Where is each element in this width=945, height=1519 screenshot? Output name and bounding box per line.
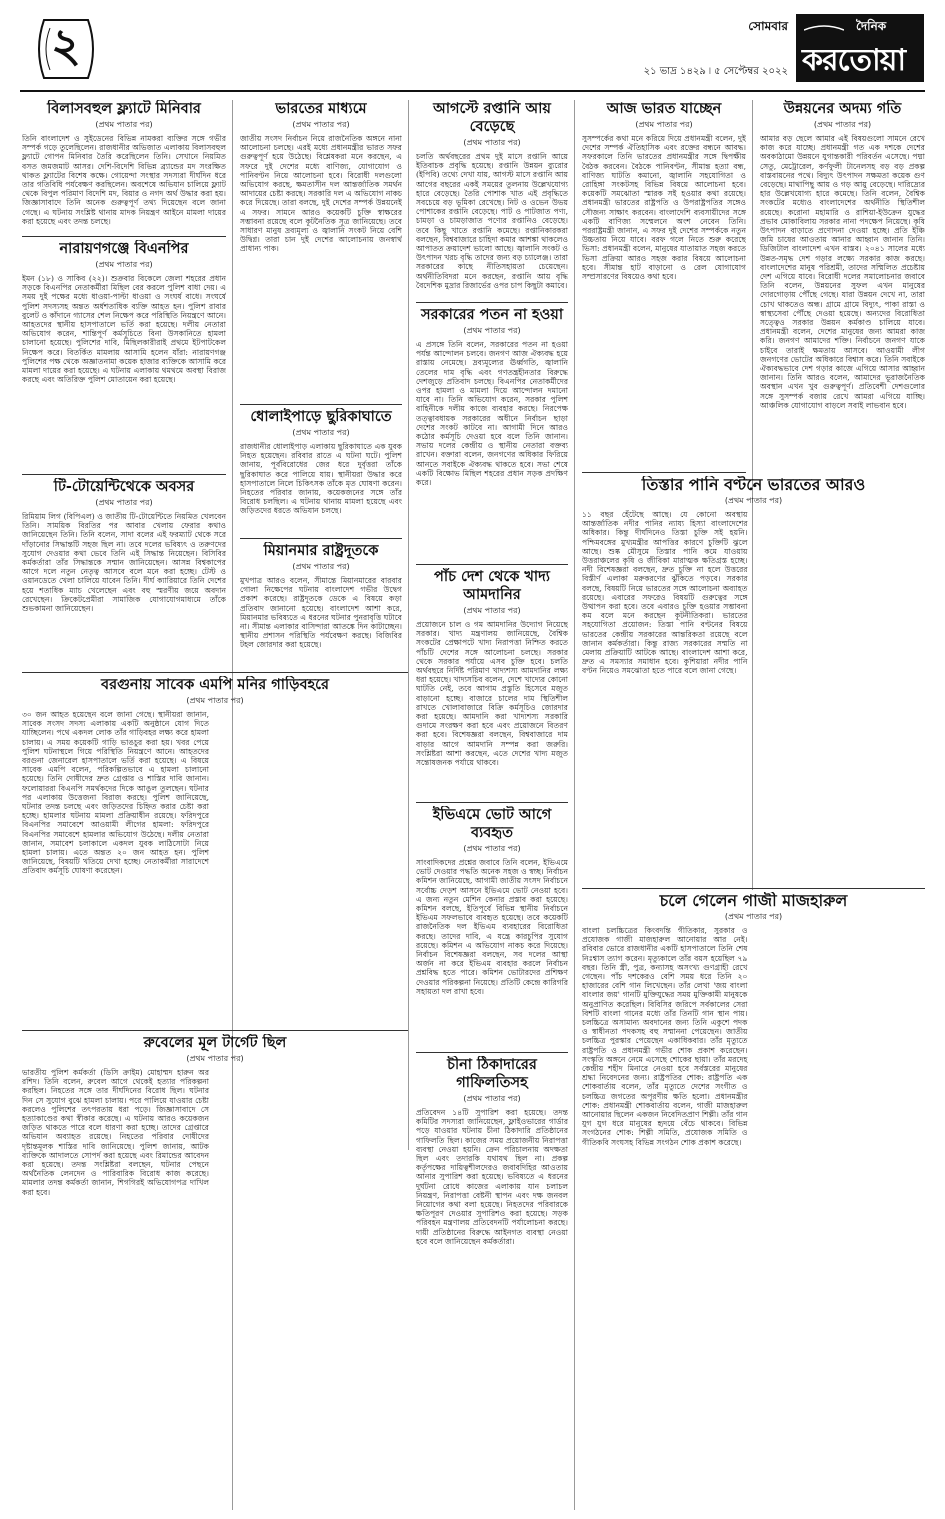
article-body: জাতীয় সংসদ নির্বাচন নিয়ে রাজনৈতিক অঙ্গনে নানা আলোচনা চলছে। এরই মধ্যে প্রধানমন্ত্রীর ভারত সফর গুরুত্বপূর্ণ হয়ে উঠেছে। বিশ্লেষকরা মনে করছেন, এ সফরে দুই দেশের মধ্যে বাণিজ্য, যোগাযোগ ও পানিবণ্টন নিয়ে আলোচনা হবে। বিরোধী দলগুলো অভিযোগ করছে, ক্ষমতাসীন দল আন্তর্জাতিক সমর্থন আদায়ের চেষ্টা করছে। সরকারি দল এ অভিযোগ নাকচ করে দিয়েছে। তারা বলছে, দুই দেশের সম্পর্ক উন্নয়নেই এ সফর। সামনে আরও কয়েকটি চুক্তি স্বাক্ষরের সম্ভাবনা রয়েছে বলে কূটনৈতিক সূত্র জানিয়েছে। তবে সাধারণ মানুষ দ্রব্যমূল্য ও জ্বালানি সংকট নিয়ে বেশি উদ্বিগ্ন। তারা চান দুই দেশের আলোচনায় জনস্বার্থ প্রাধান্য পাক। — [240, 134, 402, 254]
article-body: ৩০ জন আহত হয়েছেন বলে জানা গেছে। স্থানীয়রা জানান, সাবেক সংসদ সদস্য এলাকায় একটি অনুষ্ঠানে যোগ দিতে যাচ্ছিলেন। পথে একদল লোক তাঁর গাড়িবহর লক্ষ্য করে হামলা চালায়। এ সময় কয়েকটি গাড়ি ভাঙচুর করা হয়। খবর পেয়ে পুলিশ ঘটনাস্থলে গিয়ে পরিস্থিতি নিয়ন্ত্রণে আনে। আহতদের বরগুনা জেনারেল হাসপাতালে ভর্তি করা হয়েছে। এ বিষয়ে সাবেক এমপি বলেন, পরিকল্পিতভাবে এ হামলা চালানো হয়েছে। তিনি দোষীদের দ্রুত গ্রেপ্তার ও শাস্তির দাবি জানান। ফলোয়াররা বিএনপি সমর্থকদের দিকে আঙুল তুলছেন। ঘটনার পর এলাকায় উত্তেজনা বিরাজ করছে। পুলিশ জানিয়েছে, ঘটনার তদন্ত চলছে এবং জড়িতদের চিহ্নিত করার চেষ্টা করা হচ্ছে। হামলার ঘটনায় মামলা প্রক্রিয়াধীন রয়েছে। ফরিদপুরে বিএনপির সমাবেশে আওয়ামী লীগের হামলা: ফরিদপুরে বিএনপির সমাবেশে হামলার অভিযোগ উঠেছে। দলীয় নেতারা জানান, সমাবেশ চলাকালে একদল যুবক লাঠিসোটা নিয়ে হামলা চালায়। এতে অন্তত ২০ জন আহত হন। পুলিশ জানিয়েছে, বিষয়টি খতিয়ে দেখা হচ্ছে। নেতাকর্মীরা সারাদেশে প্রতিবাদ কর্মসূচি ঘোষণা করেছেন। — [22, 710, 209, 876]
headline: মিয়ানমার রাষ্ট্রদূতকে — [263, 543, 379, 559]
headline: বরগুনায় সাবেক এমপি মনির গাড়িবহরে — [101, 677, 329, 693]
headline: নারায়ণগঞ্জে বিএনপির — [59, 241, 189, 257]
article-barguna — [22, 676, 408, 1028]
article-body: বাংলা চলচ্চিত্রের কিংবদন্তি গীতিকার, সুরকার ও প্রযোজক গাজী মাজহারুল আনোয়ার আর নেই। রবিবার ভোরে রাজধানীর একটি হাসপাতালে তিনি শেষ নিঃশ্বাস ত্যাগ করেন। মৃত্যুকালে তাঁর বয়স হয়েছিল ৭৯ বছর। তিনি স্ত্রী, পুত্র, কন্যাসহ অসংখ্য গুণগ্রাহী রেখে গেছেন। পাঁচ দশকেরও বেশি সময় ধরে তিনি ২০ হাজারের বেশি গান লিখেছেন। তাঁর লেখা 'জয় বাংলা বাংলার জয়' গানটি মুক্তিযুদ্ধের সময় মুক্তিকামী মানুষকে অনুপ্রাণিত করেছিল। বিবিসির জরিপে সর্বকালের সেরা বিশটি বাংলা গানের মধ্যে তাঁর তিনটি গান স্থান পায়। চলচ্চিত্রে অসামান্য অবদানের জন্য তিনি একুশে পদক ও স্বাধীনতা পদকসহ বহু সম্মাননা পেয়েছেন। জাতীয় চলচ্চিত্র পুরস্কার পেয়েছেন একাধিকবার। তাঁর মৃত্যুতে রাষ্ট্রপতি ও প্রধানমন্ত্রী গভীর শোক প্রকাশ করেছেন। সংস্কৃতি অঙ্গনে নেমে এসেছে শোকের ছায়া। তাঁর মরদেহ কেন্দ্রীয় শহীদ মিনারে নেওয়া হবে সর্বস্তরের মানুষের শ্রদ্ধা নিবেদনের জন্য। রাষ্ট্রপতির শোক: রাষ্ট্রপতি এক শোকবার্তায় বলেন, তাঁর মৃত্যুতে দেশের সংগীত ও চলচ্চিত্র জগতের অপূরণীয় ক্ষতি হলো। প্রধানমন্ত্রীর শোক: প্রধানমন্ত্রী শোকবার্তায় বলেন, গাজী মাজহারুল আনোয়ার ছিলেন একজন নিবেদিতপ্রাণ শিল্পী। তাঁর গান যুগ যুগ ধরে মানুষের হৃদয়ে বেঁচে থাকবে। বিভিন্ন সংগঠনের শোক: শিল্পী সমিতি, প্রযোজক সমিতি ও গীতিকবি সংঘসহ বিভিন্ন সংগঠন শোক প্রকাশ করেছে। — [582, 926, 748, 1147]
article-chinese-contractor — [416, 1056, 568, 1510]
article-body: রাজধানীর ধোলাইপাড় এলাকায় ছুরিকাঘাতে এক যুবক নিহত হয়েছেন। রবিবার রাতে এ ঘটনা ঘটে। পুলিশ জানায়, পূর্ববিরোধের জের ধরে দুর্বৃত্তরা তাঁকে ছুরিকাঘাত করে পালিয়ে যায়। স্থানীয়রা উদ্ধার করে হাসপাতালে নিলে চিকিৎসক তাঁকে মৃত ঘোষণা করেন। নিহতের পরিবার জানায়, কয়েকজনের সঙ্গে তাঁর বিরোধ চলছিল। এ ঘটনায় থানায় মামলা হয়েছে এবং জড়িতদের ধরতে অভিযান চলছে। — [240, 442, 402, 516]
section-divider — [22, 236, 226, 237]
continued-label: (প্রথম পাতার পর) — [95, 260, 153, 269]
article-govt-fall — [416, 306, 568, 562]
article-body: রিমিয়াম লিগ (বিপিএল) ও জাতীয় টি-টোয়েন্টিতে নিয়মিত খেলবেন তিনি। সাময়িক বিরতির পর আবার খেলায় ফেরার কথাও জানিয়েছেন তিনি। তিনি বলেন, সাদা বলের এই ফরম্যাট থেকে সরে দাঁড়ানোর সিদ্ধান্তটি সহজ ছিল না। তবে দলের ভবিষ্যৎ ও তরুণদের সুযোগ দেওয়ার কথা ভেবে তিনি এই সিদ্ধান্ত নিয়েছেন। বিসিবির কর্মকর্তারা তাঁর সিদ্ধান্তকে সম্মান জানিয়েছেন। আসন্ন বিশ্বকাপের আগে দলে নতুন নেতৃত্ব আসবে বলে মনে করা হচ্ছে। টেস্ট ও ওয়ানডেতে খেলা চালিয়ে যাবেন তিনি। দীর্ঘ ক্যারিয়ারে তিনি দেশের হয়ে শতাধিক ম্যাচ খেলেছেন এবং বহু স্মরণীয় জয়ে অবদান রেখেছেন। ক্রিকেটপ্রেমীরা সামাজিক যোগাযোগমাধ্যমে তাঁকে শুভকামনা জানিয়েছেন। — [22, 512, 226, 614]
article-body: সুসম্পর্কের কথা মনে করিয়ে দিয়ে প্রধানমন্ত্রী বলেন, দুই দেশের সম্পর্ক ঐতিহাসিক এবং রক্তের বন্ধনে আবদ্ধ। সফরকালে তিনি ভারতের প্রধানমন্ত্রীর সঙ্গে দ্বিপক্ষীয় বৈঠক করবেন। বৈঠকে পানিবণ্টন, সীমান্ত হত্যা বন্ধ, বাণিজ্য ঘাটতি কমানো, জ্বালানি সহযোগিতা ও রোহিঙ্গা সংকটসহ বিভিন্ন বিষয়ে আলোচনা হবে। কয়েকটি সমঝোতা স্মারক সই হওয়ার কথা রয়েছে। প্রধানমন্ত্রী ভারতের রাষ্ট্রপতি ও উপরাষ্ট্রপতির সঙ্গেও সৌজন্য সাক্ষাৎ করবেন। বাংলাদেশি ব্যবসায়ীদের সঙ্গে একটি বাণিজ্য সম্মেলনে অংশ নেবেন তিনি। পররাষ্ট্রমন্ত্রী জানান, এ সফর দুই দেশের সম্পর্ককে নতুন উচ্চতায় নিয়ে যাবে। বরফ গলে নিতে শুরু করেছে ভিসা: প্রধানমন্ত্রী বলেন, মানুষের যাতায়াত সহজ করতে ভিসা প্রক্রিয়া আরও সহজ করার বিষয়ে আলোচনা হবে। সীমান্ত হাট বাড়ানো ও রেল যোগাযোগ সম্প্রসারণের বিষয়েও কথা হবে। — [582, 134, 746, 282]
date-line: ২১ ভাদ্র ১৪২৯ ৷ ৫ সেপ্টেম্বর ২০২২ — [643, 66, 788, 77]
article-body: ১১ বছর হেঁটেছে আছে। যে কোনো অবস্থায় আন্তর্জাতিক নদীর পানির ন্যায্য হিস্যা বাংলাদেশের অধিকার। কিন্তু দীর্ঘদিনেও তিস্তা চুক্তি সই হয়নি। পশ্চিমবঙ্গের মুখ্যমন্ত্রীর আপত্তির কারণে চুক্তিটি ঝুলে আছে। শুষ্ক মৌসুমে তিস্তার পানি কমে যাওয়ায় উত্তরাঞ্চলের কৃষি ও জীবিকা মারাত্মক ক্ষতিগ্রস্ত হচ্ছে। নদী বিশেষজ্ঞরা বলছেন, দ্রুত চুক্তি না হলে উত্তরের বিস্তীর্ণ এলাকা মরুকরণের ঝুঁকিতে পড়বে। সরকার বলছে, বিষয়টি নিয়ে ভারতের সঙ্গে আলোচনা অব্যাহত রয়েছে। এবারের সফরেও বিষয়টি গুরুত্বের সঙ্গে উত্থাপন করা হবে। তবে এবারও চুক্তি হওয়ার সম্ভাবনা কম বলে মনে করছেন কূটনীতিকরা। ভারতের সহযোগিতা প্রয়োজন: তিস্তা পানি বণ্টনের বিষয়ে ভারতের কেন্দ্রীয় সরকারের আন্তরিকতা রয়েছে বলে জানান কর্মকর্তারা। কিন্তু রাজ্য সরকারের সম্মতি না মেলায় প্রক্রিয়াটি আটকে আছে। বাংলাদেশ আশা করে, দ্রুত এ সমস্যার সমাধান হবে। কুশিয়ারা নদীর পানি বণ্টন নিয়েও সমঝোতা হতে পারে বলে জানা গেছে। — [582, 510, 748, 676]
headline: টি-টোয়েন্টিথেকে অবসর — [53, 479, 195, 495]
column-rule — [408, 100, 409, 1150]
continued-label: (প্রথম পাতার পর) — [463, 326, 521, 335]
section-divider — [416, 302, 568, 303]
article-food-import — [416, 568, 568, 800]
article-development — [760, 100, 925, 470]
logo-title: করতোয়া — [802, 43, 906, 78]
section-divider — [416, 802, 568, 803]
article-narayanganj — [22, 240, 226, 472]
section-divider — [22, 1030, 408, 1031]
article-india-visit — [582, 100, 746, 470]
headline: আগস্টে রপ্তানি আয় বেড়েছে — [433, 101, 551, 135]
section-divider — [22, 474, 226, 475]
section-divider — [582, 472, 746, 473]
logo-small-text: দৈনিক — [856, 19, 887, 33]
headline: ইভিএমে ভোট আগে ব্যবহৃত — [432, 807, 552, 841]
column-rule — [574, 100, 575, 1510]
headline: বিলাসবহুল ফ্ল্যাটে মিনিবার — [47, 101, 201, 117]
article-body: সাংবাদিকদের প্রশ্নের জবাবে তিনি বলেন, ইভিএমে ভোট দেওয়ার পদ্ধতি অনেক সহজ ও স্বচ্ছ। নির্বাচন কমিশন জানিয়েছে, আগামী জাতীয় সংসদ নির্বাচনে সর্বোচ্চ দেড়শ আসনে ইভিএমে ভোট নেওয়া হবে। এ জন্য নতুন মেশিন কেনার প্রস্তাব করা হয়েছে। কমিশন বলছে, ইতিপূর্বে বিভিন্ন স্থানীয় নির্বাচনে ইভিএম সফলভাবে ব্যবহৃত হয়েছে। তবে কয়েকটি রাজনৈতিক দল ইভিএম ব্যবহারের বিরোধিতা করছে। তাদের দাবি, এ যন্ত্রে কারচুপির সুযোগ রয়েছে। কমিশন এ অভিযোগ নাকচ করে দিয়েছে। নির্বাচন বিশেষজ্ঞরা বলছেন, সব দলের আস্থা অর্জন না করে ইভিএম ব্যবহার করলে নির্বাচন প্রশ্নবিদ্ধ হতে পারে। কমিশন ভোটারদের প্রশিক্ষণ দেওয়ার পরিকল্পনা নিয়েছে। প্রতিটি কেন্দ্রে কারিগরি সহায়তা দল রাখা হবে। — [416, 858, 568, 996]
section-divider — [416, 564, 568, 565]
continued-label: (প্রথম পাতার পর) — [813, 120, 872, 129]
article-body: প্রতিবেদন ১৪টি সুপারিশ করা হয়েছে। তদন্ত কমিটির সদস্যরা জানিয়েছেন, ফ্লাইওভারের গার্ডার পড়ে যাওয়ার ঘটনায় চীনা ঠিকাদারি প্রতিষ্ঠানের গাফিলতি ছিল। কাজের সময় প্রয়োজনীয় নিরাপত্তা ব্যবস্থা নেওয়া হয়নি। ক্রেন পরিচালনায় অদক্ষতা ছিল এবং তদারকি যথাযথ ছিল না। প্রকল্প কর্তৃপক্ষের দায়িত্বশীলদেরও জবাবদিহির আওতায় আনার সুপারিশ করা হয়েছে। ভবিষ্যতে এ ধরনের দুর্ঘটনা রোধে কাজের এলাকায় যান চলাচল নিয়ন্ত্রণ, নিরাপত্তা বেষ্টনী স্থাপন এবং দক্ষ জনবল নিয়োগের কথা বলা হয়েছে। নিহতদের পরিবারকে ক্ষতিপূরণ দেওয়ার সুপারিশও করা হয়েছে। সড়ক পরিবহন মন্ত্রণালয় প্রতিবেদনটি পর্যালোচনা করছে। দায়ী প্রতিষ্ঠানের বিরুদ্ধে আইনগত ব্যবস্থা নেওয়া হবে বলে জানিয়েছেন কর্মকর্তারা। — [416, 1108, 568, 1246]
continued-label: (প্রথম পাতার পর) — [95, 498, 153, 507]
day-name: সোমবার — [748, 19, 788, 33]
headline: ধোলাইপাড়ে ছুরিকাঘাতে — [250, 409, 392, 425]
continued-label: (প্রথম পাতার পর) — [292, 428, 350, 437]
continued-label: (প্রথম পাতার পর) — [186, 1054, 244, 1063]
article-minibar — [22, 100, 226, 234]
page-number: ২ — [51, 18, 81, 72]
article-export — [416, 100, 568, 300]
headline: সরকারের পতন না হওয়া — [420, 307, 564, 323]
continued-label: (প্রথম পাতার পর) — [463, 606, 521, 615]
section-divider — [582, 888, 925, 889]
article-teesta — [582, 476, 925, 886]
section-divider — [240, 404, 402, 405]
headline: পাঁচ দেশ থেকে খাদ্য আমদানির — [434, 569, 550, 603]
section-divider — [416, 1052, 568, 1053]
continued-label: (প্রথম পাতার পর) — [463, 1094, 521, 1103]
article-dholaipar — [240, 408, 402, 536]
continued-label: (প্রথম পাতার পর) — [635, 120, 693, 129]
article-body: প্রয়োজনে চাল ও গম আমদানির উদ্যোগ নিয়েছে সরকার। খাদ্য মন্ত্রণালয় জানিয়েছে, বৈশ্বিক সংকটের প্রেক্ষাপটে খাদ্য নিরাপত্তা নিশ্চিত করতে পাঁচটি দেশের সঙ্গে আলোচনা চলছে। সরকার থেকে সরকার পর্যায়ে এসব চুক্তি হবে। চলতি অর্থবছরে নির্দিষ্ট পরিমাণ খাদ্যশস্য আমদানির লক্ষ্য ধরা হয়েছে। খাদ্যসচিব বলেন, দেশে খাদ্যের কোনো ঘাটতি নেই, তবে আগাম প্রস্তুতি হিসেবে মজুত বাড়ানো হচ্ছে। বাজারে চালের দাম স্থিতিশীল রাখতে খোলাবাজারে বিক্রি কর্মসূচিও জোরদার করা হয়েছে। আমদানি করা খাদ্যশস্য সরকারি গুদামে সংরক্ষণ করা হবে এবং প্রয়োজনে বিতরণ করা হবে। বিশেষজ্ঞরা বলছেন, বিশ্ববাজারে দাম বাড়ার আগে আমদানি সম্পন্ন করা জরুরি। সংশ্লিষ্টরা আশা করছেন, এতে দেশের খাদ্য মজুত সন্তোষজনক পর্যায়ে থাকবে। — [416, 620, 568, 768]
article-body: ভারতীয় পুলিশ কর্মকর্তা (ডিসি ক্রাইম) মোহাম্মদ হারুন অর রশিদ। তিনি বলেন, রুবেল আগে থেকেই হত্যার পরিকল্পনা করছিল। নিহতের সঙ্গে তার দীর্ঘদিনের বিরোধ ছিল। ঘটনার দিন সে সুযোগ বুঝে হামলা চালায়। পরে পালিয়ে যাওয়ার চেষ্টা করলেও পুলিশের তৎপরতায় ধরা পড়ে। জিজ্ঞাসাবাদে সে হত্যাকাণ্ডের কথা স্বীকার করেছে। এ ঘটনায় আরও কয়েকজন জড়িত থাকতে পারে বলে ধারণা করা হচ্ছে। তাদের গ্রেপ্তারে অভিযান অব্যাহত রয়েছে। নিহতের পরিবার দোষীদের দৃষ্টান্তমূলক শাস্তির দাবি জানিয়েছে। পুলিশ জানায়, আটক ব্যক্তিকে আদালতে সোপর্দ করা হয়েছে এবং রিমান্ডের আবেদন করা হয়েছে। তদন্ত সংশ্লিষ্টরা বলছেন, ঘটনার পেছনে অর্থনৈতিক লেনদেন ও পারিবারিক বিরোধ কাজ করেছে। মামলার তদন্ত কর্মকর্তা জানান, শিগগিরই অভিযোগপত্র দাখিল করা হবে। — [22, 1068, 209, 1197]
headline: চলে গেলেন গাজী মাজহারুল — [659, 892, 848, 910]
continued-label: (প্রথম পাতার পর) — [292, 562, 350, 571]
section-divider — [22, 672, 408, 673]
section-divider — [240, 538, 402, 539]
continued-label: (প্রথম পাতার পর) — [463, 844, 521, 853]
headline: ভারতের মাধ্যমে — [275, 101, 367, 117]
masthead — [20, 8, 925, 92]
continued-label: (প্রথম পাতার পর) — [463, 138, 521, 147]
article-rubel — [22, 1034, 408, 1510]
article-body: তিনি বাংলাদেশ ও সুইডেনের বিভিন্ন নামকরা ব্যক্তির সঙ্গে গভীর সম্পর্ক গড়ে তুলেছিলেন। রাজধানীর অভিজাত এলাকায় বিলাসবহুল ফ্ল্যাটে গোপন মিনিবার তৈরি করেছিলেন তিনি। সেখানে নিয়মিত বসত জমজমাট আসর। দেশি-বিদেশি বিভিন্ন ব্র্যান্ডের মদ সংরক্ষিত থাকত ফ্ল্যাটের বিশেষ কক্ষে। গোয়েন্দা সংস্থার সদস্যরা দীর্ঘদিন ধরে তার গতিবিধি পর্যবেক্ষণ করছিলেন। অবশেষে অভিযান চালিয়ে ফ্ল্যাট থেকে বিপুল পরিমাণ বিদেশি মদ, বিয়ার ও নগদ অর্থ উদ্ধার করা হয়। জিজ্ঞাসাবাদে তিনি অনেক গুরুত্বপূর্ণ তথ্য দিয়েছেন বলে জানা গেছে। এ ঘটনায় সংশ্লিষ্ট থানায় মাদক নিয়ন্ত্রণ আইনে মামলা দায়ের করা হয়েছে এবং তদন্ত চলছে। — [22, 134, 226, 226]
article-body: মুখপাত্র আরও বলেন, সীমান্তে মিয়ানমারের বারবার গোলা নিক্ষেপের ঘটনায় বাংলাদেশ গভীর উদ্বেগ প্রকাশ করেছে। রাষ্ট্রদূতকে ডেকে এ বিষয়ে কড়া প্রতিবাদ জানানো হয়েছে। বাংলাদেশ আশা করে, মিয়ানমার ভবিষ্যতে এ ধরনের ঘটনার পুনরাবৃত্তি ঘটাবে না। সীমান্ত এলাকার বাসিন্দারা আতঙ্কে দিন কাটাচ্ছেন। স্থানীয় প্রশাসন পরিস্থিতি পর্যবেক্ষণ করছে। বিজিবির টহল জোরদার করা হয়েছে। — [240, 576, 402, 650]
article-evm — [416, 806, 568, 1050]
logo-flourish-icon — [804, 22, 844, 32]
continued-label: (প্রথম পাতার পর) — [724, 496, 783, 505]
article-india-via — [240, 100, 402, 402]
article-body: এ প্রসঙ্গে তিনি বলেন, সরকারের পতন না হওয়া পর্যন্ত আন্দোলন চলবে। জনগণ আজ ঐক্যবদ্ধ হয়ে রাস্তায় নেমেছে। দ্রব্যমূল্যের ঊর্ধ্বগতি, জ্বালানি তেলের দাম বৃদ্ধি এবং গণতন্ত্রহীনতার বিরুদ্ধে দেশজুড়ে প্রতিবাদ চলছে। বিএনপির নেতাকর্মীদের ওপর হামলা ও মামলা দিয়ে আন্দোলন দমানো যাবে না। তিনি অভিযোগ করেন, সরকার পুলিশ বাহিনীকে দলীয় কাজে ব্যবহার করছে। নিরপেক্ষ তত্ত্বাবধায়ক সরকারের অধীনে নির্বাচন ছাড়া দেশের সংকট কাটবে না। আগামী দিনে আরও কঠোর কর্মসূচি দেওয়া হবে বলে তিনি জানান। সভায় দলের কেন্দ্রীয় ও স্থানীয় নেতারা বক্তব্য রাখেন। বক্তারা বলেন, জনগণের অধিকার ফিরিয়ে আনতে সবাইকে ঐক্যবদ্ধ থাকতে হবে। সভা শেষে একটি বিক্ষোভ মিছিল শহরের প্রধান সড়ক প্রদক্ষিণ করে। — [416, 340, 568, 488]
headline: তিস্তার পানি বণ্টনে ভারতের আরও — [641, 476, 866, 494]
continued-label: (প্রথম পাতার পর) — [186, 696, 244, 705]
article-myanmar — [240, 542, 402, 670]
article-body: চলতি অর্থবছরের প্রথম দুই মাসে রপ্তানি আয়ে ইতিবাচক প্রবৃদ্ধি হয়েছে। রপ্তানি উন্নয়ন ব্যুরোর (ইপিবি) তথ্যে দেখা যায়, আগস্ট মাসে রপ্তানি আয় আগের বছরের একই সময়ের তুলনায় উল্লেখযোগ্য হারে বেড়েছে। তৈরি পোশাক খাত এই প্রবৃদ্ধিতে সবচেয়ে বড় ভূমিকা রেখেছে। নিট ও ওভেন উভয় পোশাকের রপ্তানি বেড়েছে। পাট ও পাটজাত পণ্য, চামড়া ও চামড়াজাত পণ্যের রপ্তানিও বেড়েছে। তবে কিছু খাতে রপ্তানি কমেছে। রপ্তানিকারকরা বলছেন, বিশ্ববাজারে চাহিদা কমার আশঙ্কা থাকলেও আপাতত ক্রয়াদেশ ভালো আছে। জ্বালানি সংকট ও উৎপাদন খরচ বৃদ্ধি তাদের জন্য বড় চ্যালেঞ্জ। তারা সরকারের কাছে নীতিসহায়তা চেয়েছেন। অর্থনীতিবিদরা মনে করছেন, রপ্তানি আয় বৃদ্ধি বৈদেশিক মুদ্রার রিজার্ভের ওপর চাপ কিছুটা কমাবে। — [416, 152, 568, 290]
article-body: ইমন (১৮) ও সাকিব (২২)। শুক্রবার বিকেলে জেলা শহরের প্রধান সড়কে বিএনপির নেতাকর্মীরা মিছিল বের করলে পুলিশ বাধা দেয়। এ সময় দুই পক্ষের মধ্যে ধাওয়া-পাল্টা ধাওয়া ও সংঘর্ষ বাধে। সংঘর্ষে পুলিশ সদস্যসহ অন্তত অর্ধশতাধিক ব্যক্তি আহত হন। পুলিশ রাবার বুলেট ও কাঁদানে গ্যাসের শেল নিক্ষেপ করে পরিস্থিতি নিয়ন্ত্রণে আনে। আহতদের স্থানীয় হাসপাতালে ভর্তি করা হয়েছে। দলীয় নেতারা অভিযোগ করেন, শান্তিপূর্ণ কর্মসূচিতে বিনা উসকানিতে হামলা চালানো হয়েছে। পুলিশের দাবি, মিছিলকারীরাই প্রথমে ইটপাটকেল নিক্ষেপ করে। বিতর্কিত মামলায় আসামি হলেন যাঁরা: নারায়ণগঞ্জ পুলিশের পক্ষ থেকে অজ্ঞাতনামা কয়েক হাজার ব্যক্তিকে আসামি করে মামলা দায়ের করা হয়েছে। এ ঘটনায় এলাকায় থমথমে অবস্থা বিরাজ করছে এবং অতিরিক্ত পুলিশ মোতায়েন করা হয়েছে। — [22, 274, 226, 385]
article-t20 — [22, 478, 226, 670]
headline: চীনা ঠিকাদারের গাফিলতিসহ — [447, 1057, 537, 1091]
headline: রুবেলের মূল টার্গেট ছিল — [143, 1035, 287, 1051]
headline: উন্নয়নের অদম্য গতি — [783, 101, 902, 117]
page-number-badge — [30, 14, 102, 84]
headline: আজ ভারত যাচ্ছেন — [606, 101, 722, 117]
newspaper-logo — [796, 14, 924, 82]
continued-label: (প্রথম পাতার পর) — [95, 120, 153, 129]
article-body: আমার বড় ছেলে আমার এই বিষয়গুলো সামনে রেখে কাজ করে যাচ্ছে। প্রধানমন্ত্রী গত এক দশকে দেশের অবকাঠামো উন্নয়নে যুগান্তকারী পরিবর্তন এসেছে। পদ্মা সেতু, মেট্রোরেল, কর্ণফুলী টানেলসহ বড় বড় প্রকল্প বাস্তবায়নের পথে। বিদ্যুৎ উৎপাদন সক্ষমতা কয়েক গুণ বেড়েছে। মাথাপিছু আয় ও গড় আয়ু বেড়েছে। দারিদ্র্যের হার উল্লেখযোগ্য হারে কমেছে। তিনি বলেন, বৈশ্বিক সংকটের মধ্যেও বাংলাদেশের অর্থনীতি স্থিতিশীল রয়েছে। করোনা মহামারি ও রাশিয়া-ইউক্রেন যুদ্ধের প্রভাব মোকাবিলায় সরকার নানা পদক্ষেপ নিয়েছে। কৃষি উৎপাদন বাড়াতে প্রণোদনা দেওয়া হচ্ছে। প্রতি ইঞ্চি জমি চাষের আওতায় আনার আহ্বান জানান তিনি। ডিজিটাল বাংলাদেশ এখন বাস্তব। ২০৪১ সালের মধ্যে উন্নত-সমৃদ্ধ দেশ গড়ার লক্ষ্যে সরকার কাজ করছে। বাংলাদেশের মানুষ পরিশ্রমী, তাদের সম্মিলিত প্রচেষ্টায় দেশ এগিয়ে যাবে। বিরোধী দলের সমালোচনার জবাবে তিনি বলেন, উন্নয়নের সুফল এখন মানুষের দোরগোড়ায় পৌঁছে গেছে। যারা উন্নয়ন দেখে না, তারা চোখ থাকতেও অন্ধ। গ্রামে গ্রামে বিদ্যুৎ, পাকা রাস্তা ও স্বাস্থ্যসেবা পৌঁছে দেওয়া হয়েছে। অন্যদের বিরোধিতা সত্ত্বেও সরকার উন্নয়ন কর্মকাণ্ড চালিয়ে যাবে। প্রধানমন্ত্রী বলেন, দেশের মানুষের জন্য আমরা কাজ করি। জনগণ আমাদের শক্তি। নির্বাচনে জনগণ যাকে চাইবে তারাই ক্ষমতায় আসবে। আওয়ামী লীগ জনগণের ভোটের অধিকারে বিশ্বাস করে। তিনি সবাইকে ঐক্যবদ্ধভাবে দেশ গড়ার কাজে এগিয়ে আসার আহ্বান জানান। তিনি আরও বলেন, আমাদের ভূরাজনৈতিক অবস্থান এখন খুব গুরুত্বপূর্ণ। প্রতিবেশী দেশগুলোর সঙ্গে সুসম্পর্ক বজায় রেখে আমরা এগিয়ে যাচ্ছি। আঞ্চলিক যোগাযোগ বাড়লে সবাই লাভবান হবে। — [760, 134, 925, 410]
continued-label: (প্রথম পাতার পর) — [724, 912, 783, 921]
continued-label: (প্রথম পাতার পর) — [292, 120, 350, 129]
article-gazi-mazharul — [582, 892, 925, 1510]
